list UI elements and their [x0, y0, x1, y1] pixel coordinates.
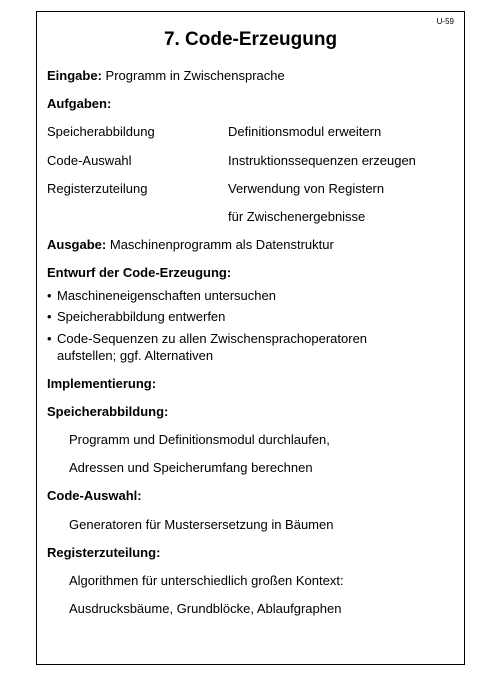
input-label: Eingabe:: [47, 68, 102, 83]
memory-line-2: Adressen und Speicherumfang berechnen: [69, 460, 313, 475]
code-selection-line-1: Generatoren für Mustersersetzung in Bäumen: [69, 517, 334, 532]
output-text: Maschinenprogramm als Datenstruktur: [109, 237, 334, 252]
task-right-3: Verwendung von Registern: [228, 181, 385, 196]
bullet-marker: •: [47, 288, 52, 303]
input-text: Programm in Zwischensprache: [105, 68, 285, 83]
memory-heading: Speicherabbildung:: [47, 404, 169, 419]
task-left-2: Code-Auswahl: [47, 153, 132, 168]
task-right-2: Instruktionssequenzen erzeugen: [228, 153, 416, 168]
design-heading: Entwurf der Code-Erzeugung:: [47, 265, 232, 280]
implementation-heading: Implementierung:: [47, 376, 157, 391]
design-bullet-3-continuation: aufstellen; ggf. Alternativen: [57, 348, 214, 363]
bullet-text: Maschineneigenschaften untersuchen: [57, 288, 276, 303]
output-line: [47, 237, 334, 252]
register-line-2: Ausdrucksbäume, Grundblöcke, Ablaufgraphen: [69, 601, 342, 616]
input-line: [47, 68, 285, 83]
bullet-marker: •: [47, 309, 52, 324]
page-number: U-59: [436, 17, 454, 26]
register-heading: Registerzuteilung:: [47, 545, 161, 560]
task-right-4: für Zwischenergebnisse: [228, 209, 366, 224]
task-left-1: Speicherabbildung: [47, 124, 155, 139]
task-right-1: Definitionsmodul erweitern: [228, 124, 382, 139]
slide-title: 7. Code-Erzeugung: [163, 29, 338, 50]
output-label: Ausgabe:: [47, 237, 107, 252]
design-bullet-1: [47, 288, 276, 303]
task-left-3: Registerzuteilung: [47, 181, 148, 196]
code-selection-heading: Code-Auswahl:: [47, 488, 142, 503]
tasks-heading: Aufgaben:: [47, 96, 112, 111]
register-line-1: Algorithmen für unterschiedlich großen Kontext:: [69, 573, 344, 588]
design-bullet-3: [47, 331, 367, 346]
bullet-marker: •: [47, 331, 52, 346]
slide-frame: [36, 11, 465, 665]
design-bullet-2: [47, 309, 225, 324]
bullet-text: Speicherabbildung entwerfen: [57, 309, 226, 324]
memory-line-1: Programm und Definitionsmodul durchlaufen,: [69, 432, 330, 447]
bullet-text: Code-Sequenzen zu allen Zwischensprachoperatoren: [57, 331, 368, 346]
